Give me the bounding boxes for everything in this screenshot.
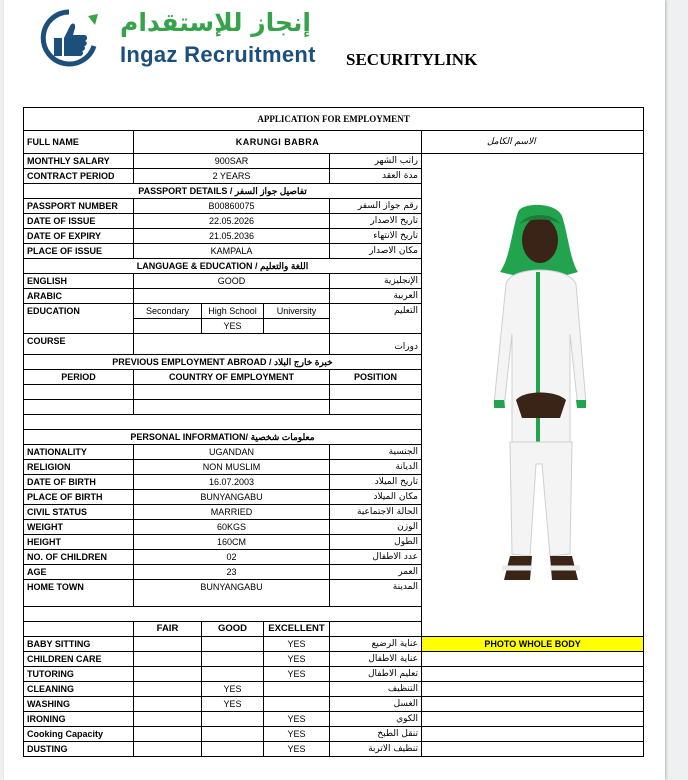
- skill-label: IRONING: [24, 712, 134, 727]
- blank-cell: [422, 682, 644, 697]
- skill-label: Cooking Capacity: [24, 727, 134, 742]
- skill-good: [202, 712, 264, 727]
- skill-row-cooking: [24, 727, 644, 742]
- skill-row-dusting: [24, 742, 644, 757]
- skills-header-arabic-blank: [330, 622, 422, 637]
- place-of-birth-label: PLACE OF BIRTH: [24, 490, 134, 505]
- form-title: APPLICATION FOR EMPLOYMENT: [24, 108, 644, 131]
- education-label: EDUCATION: [24, 304, 134, 334]
- civil-status-value: MARRIED: [134, 505, 330, 520]
- blank-cell: [422, 652, 644, 667]
- skill-arabic: تعليم الاطفال: [330, 667, 422, 682]
- application-form: [23, 107, 644, 757]
- height-label: HEIGHT: [24, 535, 134, 550]
- skill-excellent: YES: [264, 727, 330, 742]
- skill-arabic: الغسل: [330, 697, 422, 712]
- skill-excellent: [264, 682, 330, 697]
- logo-english-text: Ingaz Recruitment: [120, 42, 316, 67]
- skill-excellent: YES: [264, 712, 330, 727]
- children-label: NO. OF CHILDREN: [24, 550, 134, 565]
- place-of-issue-label: PLACE OF ISSUE: [24, 244, 134, 259]
- skill-good: [202, 652, 264, 667]
- skill-arabic: عناية الرضيع: [330, 637, 422, 652]
- course-arabic: دورات: [330, 334, 422, 355]
- weight-label: WEIGHT: [24, 520, 134, 535]
- passport-section-heading: PASSPORT DETAILS / تفاصيل جواز السفر: [24, 184, 422, 199]
- skill-label: CHILDREN CARE: [24, 652, 134, 667]
- full-name-label: FULL NAME: [24, 131, 134, 154]
- skill-fair: [134, 652, 202, 667]
- education-option-high-school: High School: [202, 304, 264, 319]
- form-title-row: [24, 108, 644, 131]
- course-label: COURSE: [24, 334, 134, 355]
- skill-row-ironing: [24, 712, 644, 727]
- full-name-value: KARUNGI BABRA: [134, 131, 422, 154]
- excellent-header: EXCELLENT: [264, 622, 330, 637]
- passport-number-label: PASSPORT NUMBER: [24, 199, 134, 214]
- nationality-arabic: الجنسية: [330, 445, 422, 460]
- arabic-label: ARABIC: [24, 289, 134, 304]
- contract-period-label: CONTRACT PERIOD: [24, 169, 134, 184]
- full-name-row: [24, 131, 644, 154]
- course-value: [134, 334, 330, 355]
- age-label: AGE: [24, 565, 134, 580]
- skill-label: WASHING: [24, 697, 134, 712]
- education-secondary-value: [134, 319, 202, 334]
- height-arabic: الطول: [330, 535, 422, 550]
- religion-arabic: الديانة: [330, 460, 422, 475]
- age-arabic: العمر: [330, 565, 422, 580]
- education-high-school-value: YES: [202, 319, 264, 334]
- skill-row-washing: [24, 697, 644, 712]
- personal-information-heading: PERSONAL INFORMATION/ معلومات شخصية: [24, 430, 422, 445]
- blank-cell: [422, 697, 644, 712]
- contract-period-value: 2 YEARS: [134, 169, 330, 184]
- photo-whole-body-label: PHOTO WHOLE BODY: [422, 637, 644, 652]
- english-label: ENGLISH: [24, 274, 134, 289]
- skill-fair: [134, 667, 202, 682]
- blank-cell: [422, 727, 644, 742]
- logo-arabic-text: إنجاز للإستقدام: [120, 8, 311, 37]
- skill-row-cleaning: [24, 682, 644, 697]
- skill-excellent: YES: [264, 637, 330, 652]
- date-of-issue-value: 22.05.2026: [134, 214, 330, 229]
- language-section-heading: LANGUAGE & EDUCATION / اللغة والتعليم: [24, 259, 422, 274]
- skill-row-children-care: [24, 652, 644, 667]
- skill-good: [202, 667, 264, 682]
- fair-header: FAIR: [134, 622, 202, 637]
- skill-fair: [134, 727, 202, 742]
- brand-name: SECURITYLINK: [346, 50, 478, 69]
- skill-fair: [134, 742, 202, 757]
- skills-header-row: [24, 622, 644, 637]
- photo-cell: [422, 154, 644, 622]
- date-of-birth-value: 16.07.2003: [134, 475, 330, 490]
- education-arabic: التعليم: [330, 304, 422, 334]
- skills-header-blank: [24, 622, 134, 637]
- skill-arabic: تنقل الطبخ: [330, 727, 422, 742]
- skill-fair: [134, 682, 202, 697]
- passport-number-value: B00860075: [134, 199, 330, 214]
- skill-arabic: الكوي: [330, 712, 422, 727]
- education-option-secondary: Secondary: [134, 304, 202, 319]
- weight-value: 60KGS: [134, 520, 330, 535]
- weight-arabic: الوزن: [330, 520, 422, 535]
- skill-good: YES: [202, 697, 264, 712]
- date-of-expiry-value: 21.05.2036: [134, 229, 330, 244]
- previous-employment-heading: PREVIOUS EMPLOYMENT ABROAD / خبرة خارج البلاد: [24, 355, 422, 370]
- skill-fair: [134, 712, 202, 727]
- date-of-birth-label: DATE OF BIRTH: [24, 475, 134, 490]
- civil-status-label: CIVIL STATUS: [24, 505, 134, 520]
- children-value: 02: [134, 550, 330, 565]
- home-town-arabic: المدينة: [330, 580, 422, 607]
- place-of-issue-value: KAMPALA: [134, 244, 330, 259]
- skill-arabic: تنظيف الاتربة: [330, 742, 422, 757]
- skill-good: [202, 742, 264, 757]
- skill-excellent: YES: [264, 742, 330, 757]
- skill-fair: [134, 637, 202, 652]
- date-of-issue-arabic: تاريخ الاصدار: [330, 214, 422, 229]
- place-of-issue-arabic: مكان الاصدار: [330, 244, 422, 259]
- arabic-arabic: العربية: [330, 289, 422, 304]
- education-university-value: [264, 319, 330, 334]
- skill-excellent: YES: [264, 667, 330, 682]
- period-header: PERIOD: [24, 370, 134, 385]
- skill-excellent: [264, 697, 330, 712]
- skill-good: YES: [202, 682, 264, 697]
- date-of-birth-arabic: تاريخ الميلاد: [330, 475, 422, 490]
- home-town-value: BUNYANGABU: [134, 580, 330, 607]
- skill-row-tutoring: [24, 667, 644, 682]
- english-arabic: الإنجليزية: [330, 274, 422, 289]
- skill-label: DUSTING: [24, 742, 134, 757]
- blank-cell: [422, 712, 644, 727]
- skill-excellent: YES: [264, 652, 330, 667]
- skill-label: TUTORING: [24, 667, 134, 682]
- height-value: 160CM: [134, 535, 330, 550]
- skill-label: CLEANING: [24, 682, 134, 697]
- date-of-issue-label: DATE OF ISSUE: [24, 214, 134, 229]
- religion-label: RELIGION: [24, 460, 134, 475]
- place-of-birth-arabic: مكان الميلاد: [330, 490, 422, 505]
- nationality-value: UGANDAN: [134, 445, 330, 460]
- blank-cell: [422, 667, 644, 682]
- age-value: 23: [134, 565, 330, 580]
- date-of-expiry-arabic: تاريخ الانتهاء: [330, 229, 422, 244]
- passport-number-arabic: رقم جواز السفر: [330, 199, 422, 214]
- photo-bottom-cell: [422, 622, 644, 637]
- monthly-salary-value: 900SAR: [134, 154, 330, 169]
- skill-good: [202, 727, 264, 742]
- position-header: POSITION: [330, 370, 422, 385]
- person-full-body-photo: [486, 204, 596, 604]
- children-arabic: عدد الاطفال: [330, 550, 422, 565]
- blank-cell: [422, 742, 644, 757]
- skill-row-baby-sitting: [24, 637, 644, 652]
- skill-arabic: التنظيف: [330, 682, 422, 697]
- good-header: GOOD: [202, 622, 264, 637]
- date-of-expiry-label: DATE OF EXPIRY: [24, 229, 134, 244]
- monthly-salary-arabic: راتب الشهر: [330, 154, 422, 169]
- home-town-label: HOME TOWN: [24, 580, 134, 607]
- ingaz-logo: [36, 8, 346, 68]
- monthly-salary-label: MONTHLY SALARY: [24, 154, 134, 169]
- nationality-label: NATIONALITY: [24, 445, 134, 460]
- contract-period-arabic: مدة العقد: [330, 169, 422, 184]
- thumbs-up-logo-icon: [36, 8, 102, 68]
- skill-label: BABY SITTING: [24, 637, 134, 652]
- country-of-employment-header: COUNTRY OF EMPLOYMENT: [134, 370, 330, 385]
- arabic-value: [134, 289, 330, 304]
- civil-status-arabic: الحالة الاجتماعية: [330, 505, 422, 520]
- english-value: GOOD: [134, 274, 330, 289]
- place-of-birth-value: BUNYANGABU: [134, 490, 330, 505]
- full-name-arabic: الاسم الكامل: [422, 131, 644, 154]
- skill-arabic: عناية الاطفال: [330, 652, 422, 667]
- religion-value: NON MUSLIM: [134, 460, 330, 475]
- education-option-university: University: [264, 304, 330, 319]
- skill-good: [202, 637, 264, 652]
- skill-fair: [134, 697, 202, 712]
- monthly-salary-row: [24, 154, 644, 169]
